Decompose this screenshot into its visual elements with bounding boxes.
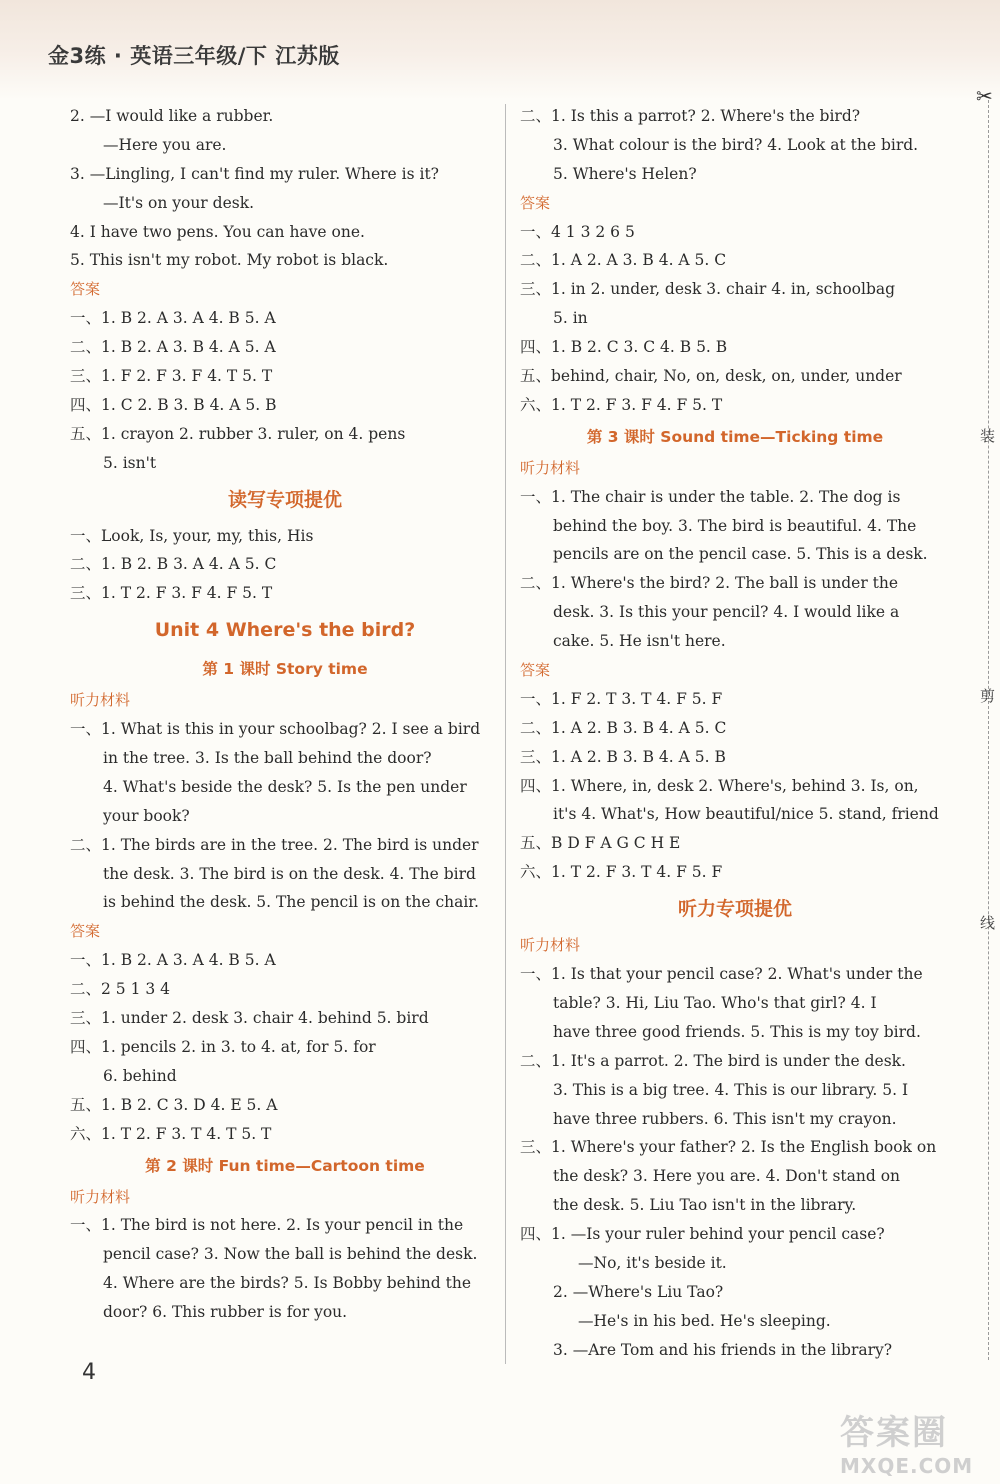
- text-line: 六、1. T 2. F 3. T 4. T 5. T: [70, 1124, 272, 1143]
- text-line: pencils are on the pencil case. 5. This is a desk.: [553, 545, 928, 564]
- text-line: 一、1. B 2. A 3. A 4. B 5. A: [70, 309, 276, 328]
- text-line: 3. This is a big tree. 4. This is our library. 5. I: [553, 1080, 909, 1099]
- text-line: the desk. 3. The bird is on the desk. 4. The bird: [103, 864, 476, 883]
- cut-line: [988, 100, 989, 1360]
- text-line: 3. What colour is the bird? 4. Look at the bird.: [553, 135, 919, 154]
- text-line: 3. —Lingling, I can't find my ruler. Where is it?: [70, 164, 439, 183]
- text-line: 一、1. B 2. A 3. A 4. B 5. A: [70, 951, 276, 970]
- page-number: 4: [82, 1360, 96, 1385]
- section-title: Unit 4 Where's the bird?: [154, 619, 416, 642]
- text-line: cake. 5. He isn't here.: [553, 632, 726, 651]
- text-line: —It's on your desk.: [103, 193, 255, 212]
- text-line: 五、B D F A G C H E: [520, 834, 681, 853]
- section-label: 答案: [520, 193, 551, 212]
- text-line: have three rubbers. 6. This isn't my crayon.: [553, 1109, 897, 1128]
- text-line: 4. I have two pens. You can have one.: [70, 222, 365, 241]
- text-line: 5. in: [553, 309, 588, 328]
- text-line: have three good friends. 5. This is my toy bird.: [553, 1022, 921, 1041]
- text-line: behind the boy. 3. The bird is beautiful. 4. The: [553, 516, 917, 535]
- text-line: pencil case? 3. Now the ball is behind the desk.: [103, 1245, 478, 1264]
- watermark-logo: [840, 1405, 990, 1478]
- text-line: 二、1. Where's the bird? 2. The ball is under the: [520, 574, 899, 593]
- text-line: 二、1. It's a parrot. 2. The bird is under the desk.: [520, 1051, 906, 1070]
- text-line: in the tree. 3. Is the ball behind the door?: [103, 749, 432, 768]
- text-line: table? 3. Hi, Liu Tao. Who's that girl? 4. I: [553, 993, 877, 1012]
- lesson-title: 第 3 课时 Sound time—Ticking time: [586, 427, 884, 446]
- section-title: 读写专项提优: [227, 488, 342, 511]
- text-line: the desk? 3. Here you are. 4. Don't stand on: [553, 1167, 901, 1186]
- text-line: door? 6. This rubber is for you.: [103, 1303, 348, 1322]
- section-label: 答案: [70, 280, 101, 299]
- scissors-icon: ✂: [976, 84, 993, 108]
- text-line: it's 4. What's, How beautiful/nice 5. stand, friend: [553, 805, 939, 824]
- lesson-title: 第 2 课时 Fun time—Cartoon time: [145, 1156, 425, 1175]
- text-line: 五、1. crayon 2. rubber 3. ruler, on 4. pens: [70, 424, 406, 443]
- text-line: —No, it's beside it.: [578, 1253, 727, 1272]
- text-line: 四、1. B 2. C 3. C 4. B 5. B: [520, 338, 728, 357]
- text-line: 六、1. T 2. F 3. T 4. F 5. F: [520, 863, 723, 882]
- text-line: 二、1. B 2. A 3. B 4. A 5. A: [70, 338, 276, 357]
- text-line: is behind the desk. 5. The pencil is on the chair.: [103, 893, 479, 912]
- section-title: 听力专项提优: [677, 898, 792, 921]
- text-line: 5. isn't: [103, 453, 157, 472]
- column-divider: [505, 104, 506, 1364]
- text-line: 三、1. T 2. F 3. F 4. F 5. T: [70, 584, 273, 603]
- text-line: 5. This isn't my robot. My robot is black.: [70, 251, 389, 270]
- watermark-bottom: MXQE.COM: [840, 1454, 974, 1478]
- text-line: your book?: [103, 806, 190, 825]
- text-line: 四、1. —Is your ruler behind your pencil case?: [520, 1225, 885, 1244]
- text-line: 一、Look, Is, your, my, this, His: [70, 526, 314, 545]
- text-line: —Here you are.: [103, 135, 227, 154]
- right-column: [520, 102, 950, 1365]
- section-label: 答案: [70, 922, 101, 941]
- text-line: 二、1. A 2. A 3. B 4. A 5. C: [520, 251, 727, 270]
- text-line: 二、1. B 2. B 3. A 4. A 5. C: [70, 555, 277, 574]
- text-line: 六、1. T 2. F 3. F 4. F 5. T: [520, 395, 723, 414]
- text-line: 三、1. A 2. B 3. B 4. A 5. B: [520, 747, 726, 766]
- text-line: desk. 3. Is this your pencil? 4. I would like a: [553, 603, 900, 622]
- text-line: 四、1. C 2. B 3. B 4. A 5. B: [70, 395, 277, 414]
- text-line: 五、behind, chair, No, on, desk, on, under, under: [520, 367, 902, 386]
- left-column: [70, 102, 500, 1327]
- text-line: 2. —Where's Liu Tao?: [553, 1282, 724, 1301]
- side-mark-3: 线: [980, 914, 996, 932]
- text-line: 三、1. in 2. under, desk 3. chair 4. in, schoolbag: [520, 280, 896, 299]
- text-line: 一、1. The chair is under the table. 2. The dog is: [520, 487, 901, 506]
- text-line: 四、1. Where, in, desk 2. Where's, behind 3. Is, on,: [520, 776, 919, 795]
- text-line: 一、1. What is this in your schoolbag? 2. I see a bird: [70, 720, 481, 739]
- text-line: 三、1. under 2. desk 3. chair 4. behind 5. bird: [70, 1009, 429, 1028]
- side-mark-2: 剪: [980, 687, 996, 705]
- text-line: 三、1. F 2. F 3. F 4. T 5. T: [70, 367, 273, 386]
- text-line: 二、2 5 1 3 4: [70, 980, 171, 999]
- text-line: 三、1. Where's your father? 2. Is the English book on: [520, 1138, 937, 1157]
- text-line: 6. behind: [103, 1066, 177, 1085]
- text-line: 3. —Are Tom and his friends in the library?: [553, 1340, 893, 1359]
- text-line: 二、1. A 2. B 3. B 4. A 5. C: [520, 718, 727, 737]
- lesson-title: 第 1 课时 Story time: [202, 660, 368, 679]
- book-title: 金3练 · 英语三年级/下 江苏版: [48, 44, 340, 68]
- text-line: 五、1. B 2. C 3. D 4. E 5. A: [70, 1095, 278, 1114]
- text-line: 二、1. Is this a parrot? 2. Where's the bird?: [520, 107, 861, 125]
- text-line: 一、1. The bird is not here. 2. Is your pencil in the: [70, 1216, 464, 1235]
- text-line: 4. Where are the birds? 5. Is Bobby behind the: [103, 1274, 471, 1293]
- text-line: 一、1. F 2. T 3. T 4. F 5. F: [520, 689, 723, 708]
- text-line: 一、1. Is that your pencil case? 2. What's under the: [520, 965, 923, 984]
- text-line: —He's in his bed. He's sleeping.: [578, 1311, 831, 1330]
- text-line: 4. What's beside the desk? 5. Is the pen under: [103, 777, 467, 796]
- section-label: 听力材料: [520, 458, 581, 477]
- section-label: 听力材料: [70, 1187, 131, 1206]
- section-label: 听力材料: [70, 691, 131, 710]
- text-line: 5. Where's Helen?: [553, 164, 697, 183]
- text-line: 四、1. pencils 2. in 3. to 4. at, for 5. for: [70, 1037, 376, 1056]
- text-line: 一、4 1 3 2 6 5: [520, 222, 635, 241]
- section-label: 答案: [520, 661, 551, 680]
- side-mark-1: 装: [980, 427, 996, 445]
- text-line: 2. —I would like a rubber.: [70, 107, 274, 125]
- section-label: 听力材料: [520, 936, 581, 955]
- watermark-top: 答案圈: [840, 1413, 948, 1453]
- text-line: the desk. 5. Liu Tao isn't in the library.: [553, 1196, 857, 1215]
- text-line: 二、1. The birds are in the tree. 2. The bird is under: [70, 835, 479, 854]
